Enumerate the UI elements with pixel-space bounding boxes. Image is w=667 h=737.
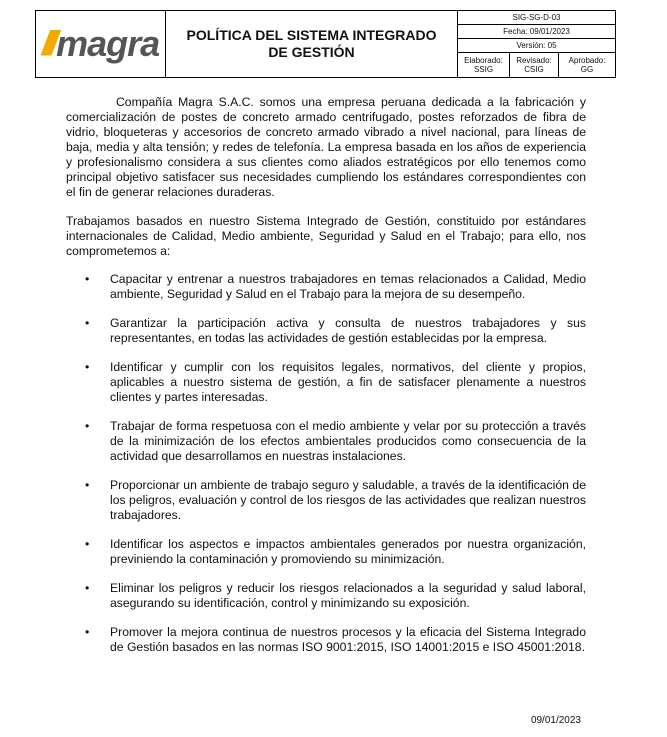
intro-paragraph: Compañía Magra S.A.C. somos una empresa peruana dedicada a la fabricación y comercialización de postes de concreto armado centrifugado, postes reforzados de fibra de vidrio, bloqueteras y accesorios de concreto armado vibrado a nivel nacional, para líneas de baja, media y alta tensión; y redes de telefonía. La empresa basada en los años de experiencia y profesionalismo considera a sus clientes como aliados estratégicos por ello tenemos como principal objetivo satisfacer sus necesidades cumpliendo los estándares correspondientes con el fin de generar relaciones duraderas.: [66, 95, 586, 199]
commitment-text: Promover la mejora continua de nuestros procesos y la eficacia del Sistema Integrado de Gestión basados en las normas ISO 9001:2015, ISO 14001:2015 e ISO 45001:2018.: [110, 625, 586, 654]
revisado-cell: [510, 53, 559, 78]
bullet-icon: •: [85, 419, 90, 433]
document-date: Fecha: 09/01/2023: [458, 25, 616, 39]
commitment-text: Identificar los aspectos e impactos ambientales generados por nuestra organización, previniendo la contaminación y promoviendo su minimización.: [110, 537, 586, 566]
logo-text: magra: [56, 23, 160, 64]
bullet-icon: •: [85, 537, 90, 551]
bullet-icon: •: [85, 272, 90, 286]
elaborado-label: Elaborado:: [464, 55, 503, 65]
document-code: SIG-SG-D-03: [458, 11, 616, 25]
commitment-text: Proporcionar un ambiente de trabajo seguro y saludable, a través de la identificación de los peligros, evaluación y control de los riesgos de las actividades que realizan nuestros trabajadores.: [110, 478, 586, 522]
document-title: POLÍTICA DEL SISTEMA INTEGRADO DE GESTIÓN: [166, 11, 458, 78]
elaborado-cell: [458, 53, 510, 78]
bullet-icon: •: [85, 360, 90, 374]
document-header: [35, 10, 616, 78]
list-item: [66, 478, 586, 523]
bullet-icon: •: [85, 316, 90, 330]
revisado-label: Revisado:: [516, 55, 552, 65]
list-item: [66, 581, 586, 611]
bullet-icon: •: [85, 581, 90, 595]
list-item: [66, 625, 586, 655]
aprobado-value: GG: [580, 65, 594, 74]
aprobado-cell: [559, 53, 616, 78]
bullet-icon: •: [85, 478, 90, 492]
commitment-text: Capacitar y entrenar a nuestros trabajadores en temas relacionados a Calidad, Medio ambiente, Seguridad y Salud en el Trabajo para la mejora de su desempeño.: [110, 272, 586, 301]
commitments-list: [66, 272, 586, 655]
lead-paragraph: Trabajamos basados en nuestro Sistema Integrado de Gestión, constituido por estándares internacionales de Calidad, Medio ambiente, Seguridad y Salud en el Trabajo; para ello, nos comprometemos a:: [66, 214, 586, 258]
commitment-text: Identificar y cumplir con los requisitos legales, normativos, del cliente y propios, aplicables a nuestro sistema de gestión, a fin de satisfacer plenamente a nuestros clientes y partes interesadas.: [110, 360, 586, 404]
list-item: [66, 360, 586, 405]
list-item: [66, 316, 586, 346]
commitment-text: Eliminar los peligros y reducir los riesgos relacionados a la seguridad y salud laboral, asegurando su identificación, control y minimizando su exposición.: [110, 581, 586, 610]
list-item: [66, 272, 586, 302]
elaborado-value: SSIG: [473, 65, 494, 74]
footer-date: 09/01/2023: [530, 715, 581, 726]
company-logo: [36, 23, 165, 64]
list-item: [66, 537, 586, 567]
aprobado-label: Aprobado:: [568, 55, 606, 65]
bullet-icon: •: [85, 625, 90, 639]
list-item: [66, 419, 586, 464]
commitment-text: Garantizar la participación activa y consulta de nuestros trabajadores y sus representantes, en todas las actividades de gestión establecidas por la empresa.: [110, 316, 586, 345]
logo-cell: [36, 11, 166, 78]
logo-mark-icon: ///: [41, 25, 53, 63]
policy-body: [66, 95, 586, 669]
revisado-value: CSIG: [524, 65, 544, 74]
commitment-text: Trabajar de forma respetuosa con el medio ambiente y velar por su protección a través de la minimización de los efectos ambientales producidos como consecuencia de la actividad que desarrollamos en nuestras instalaciones.: [110, 419, 586, 463]
document-version: Versión: 05: [458, 39, 616, 53]
